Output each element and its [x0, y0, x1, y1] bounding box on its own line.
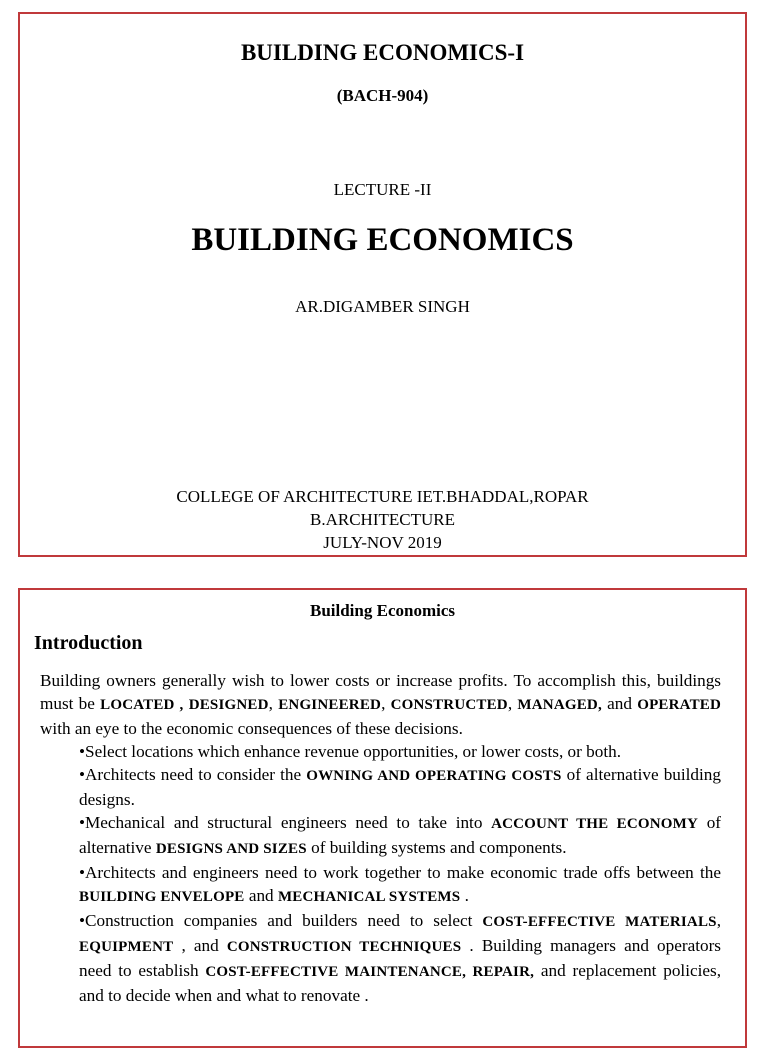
text-run: of alternative: [79, 813, 722, 857]
bullet-item: •Select locations which enhance revenue opportunities, or lower costs, or both.: [79, 742, 622, 761]
text-run: of alternative building designs.: [79, 765, 721, 809]
keyword: MANAGED,: [517, 697, 602, 713]
main-title: BUILDING ECONOMICS: [191, 222, 574, 258]
text-run: and: [601, 694, 638, 713]
keyword: COST-EFFECTIVE MATERIALS: [482, 914, 717, 930]
text-run: Building owners generally wish to lower costs or increase profits. To accomplish this, buildings must be: [40, 671, 721, 713]
content-slide: [18, 588, 747, 1048]
section-title: Introduction: [34, 632, 143, 654]
keyword: OPERATED: [637, 697, 722, 713]
text-run: •Construction companies and builders need to select: [79, 911, 483, 930]
lecture-number: LECTURE -II: [333, 180, 432, 199]
text-run: of building systems and components.: [306, 838, 567, 857]
keyword: DESIGNED: [188, 697, 269, 713]
bullet-item: [40, 909, 721, 1007]
intro-paragraph: [40, 669, 721, 740]
keyword: CONSTRUCTED: [390, 697, 508, 713]
keyword: MECHANICAL SYSTEMS: [277, 889, 461, 905]
text-run: ,: [716, 911, 721, 930]
text-run: and: [244, 886, 278, 905]
college-name: COLLEGE OF ARCHITECTURE IET.BHADDAL,ROPAR: [176, 487, 589, 506]
bullet-item: [40, 763, 721, 811]
text-run: ,: [268, 694, 279, 713]
slide-heading: Building Economics: [309, 601, 455, 620]
slide-footer: [20, 485, 745, 554]
text-run: .: [460, 886, 469, 905]
body-text: [40, 669, 721, 1007]
title-slide: [18, 12, 747, 557]
bullet-item: [40, 811, 721, 861]
keyword: BUILDING ENVELOPE: [79, 889, 245, 905]
author-name: AR.DIGAMBER SINGH: [295, 297, 470, 316]
text-run: and replacement policies, and to decide when and what to renovate .: [79, 961, 721, 1005]
bullet-item: [40, 861, 721, 909]
text-run: with an eye to the economic consequences of these decisions.: [40, 719, 463, 738]
program-name: B.ARCHITECTURE: [310, 510, 455, 529]
text-run: . Building managers and operators need to establish: [79, 936, 721, 980]
text-run: ,: [507, 694, 518, 713]
course-title: BUILDING ECONOMICS-I: [240, 40, 525, 65]
keyword: ENGINEERED: [278, 697, 382, 713]
keyword: LOCATED ,: [100, 697, 184, 713]
text-run: , and: [173, 936, 227, 955]
text-run: •Architects and engineers need to work together to make economic trade offs between the: [79, 863, 721, 882]
course-code: (BACH-904): [336, 86, 429, 105]
keyword: CONSTRUCTION TECHNIQUES: [226, 939, 462, 955]
text-run: •Mechanical and structural engineers need to take into: [79, 813, 492, 832]
text-run: •Architects need to consider the: [79, 765, 307, 784]
keyword: COST-EFFECTIVE MAINTENANCE, REPAIR,: [205, 964, 535, 980]
keyword: OWNING AND OPERATING COSTS: [306, 768, 562, 784]
session-dates: JULY-NOV 2019: [323, 533, 442, 552]
text-run: ,: [381, 694, 391, 713]
keyword: DESIGNS AND SIZES: [155, 841, 307, 857]
keyword: ACCOUNT THE ECONOMY: [491, 816, 699, 832]
keyword: EQUIPMENT: [79, 939, 174, 955]
